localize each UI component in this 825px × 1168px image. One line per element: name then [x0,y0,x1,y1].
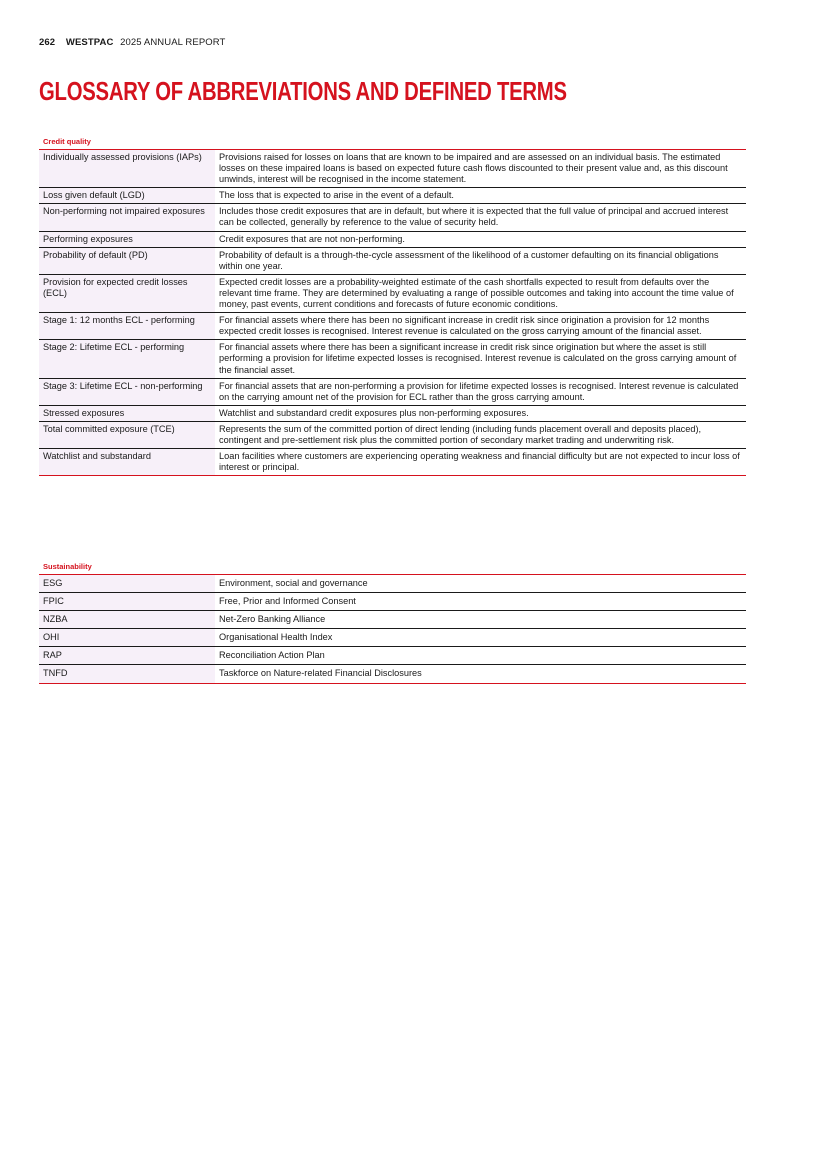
table-row [39,378,746,405]
definition-cell: Expected credit losses are a probability-weighted estimate of the cash shortfalls expected to result from defaults over the relevant time frame. They are determined by evaluating a range of possible outcomes and taking into account the time value of money, past events, current conditions and forecasts of future economic conditions. [215,274,746,312]
term-cell: Watchlist and substandard [39,449,215,476]
definition-cell: Taskforce on Nature-related Financial Disclosures [215,665,746,683]
definition-cell: Reconciliation Action Plan [215,647,746,665]
definition-cell: Free, Prior and Informed Consent [215,593,746,611]
page-number: 262 [39,37,56,48]
table-row [39,665,746,683]
term-cell: OHI [39,629,215,647]
definition-cell: Credit exposures that are not non-performing. [215,231,746,247]
definition-cell: Environment, social and governance [215,575,746,593]
definition-cell: Includes those credit exposures that are in default, but where it is expected that the full value of principal and accrued interest can be collected, generally by reference to the value of security held. [215,204,746,231]
definition-cell: For financial assets where there has been no significant increase in credit risk since origination a provision for 12 months expected credit losses is recognised. Interest revenue is calculated on the gross carrying amount of the financial asset. [215,313,746,340]
term-cell: Probability of default (PD) [39,247,215,274]
term-cell: Stressed exposures [39,405,215,421]
table-row [39,593,746,611]
definition-cell: Organisational Health Index [215,629,746,647]
table-row [39,449,746,476]
page-title: GLOSSARY OF ABBREVIATIONS AND DEFINED TERMS [39,76,567,106]
definition-cell: Watchlist and substandard credit exposures plus non-performing exposures. [215,405,746,421]
table-row [39,188,746,204]
page-header [39,37,225,48]
definition-cell: Represents the sum of the committed portion of direct lending (including funds placement overall and deposits placed), contingent and pre-settlement risk plus the committed portion of secondary market trading and underwriting risk. [215,421,746,448]
term-cell: FPIC [39,593,215,611]
term-cell: RAP [39,647,215,665]
table-row [39,231,746,247]
table-row [39,647,746,665]
definition-cell: Net-Zero Banking Alliance [215,611,746,629]
term-cell: Stage 3: Lifetime ECL - non-performing [39,378,215,405]
brand-name: WESTPAC [65,37,114,48]
term-cell: Stage 2: Lifetime ECL - performing [39,340,215,378]
term-cell: TNFD [39,665,215,683]
section-heading: Credit quality [39,137,746,150]
table-row [39,611,746,629]
definition-cell: The loss that is expected to arise in the event of a default. [215,188,746,204]
term-cell: NZBA [39,611,215,629]
table-row [39,421,746,448]
table-row [39,629,746,647]
table-row [39,204,746,231]
definition-cell: For financial assets where there has been a significant increase in credit risk since origination but where the asset is still performing a provision for lifetime expected losses is recognised. Interest revenue is calculated on the gross carrying amount of the financial asset. [215,340,746,378]
definition-cell: Loan facilities where customers are experiencing operating weakness and financial difficulty but are not expected to incur loss of interest or principal. [215,449,746,476]
term-cell: Total committed exposure (TCE) [39,421,215,448]
definition-cell: For financial assets that are non-performing a provision for lifetime expected losses is recognised. Interest revenue is calculated on the carrying amount net of the provision for ECL rather than the gross carrying amount. [215,378,746,405]
term-cell: Loss given default (LGD) [39,188,215,204]
term-cell: Provision for expected credit losses (ECL) [39,274,215,312]
table-row [39,274,746,312]
section-credit-quality [39,137,746,476]
definition-cell: Probability of default is a through-the-cycle assessment of the likelihood of a customer defaulting on its financial obligations within one year. [215,247,746,274]
table-row [39,405,746,421]
table-row [39,575,746,593]
glossary-table [39,150,746,476]
report-name: 2025 ANNUAL REPORT [120,37,226,48]
section-heading: Sustainability [39,562,746,575]
table-row [39,150,746,188]
table-row [39,313,746,340]
table-row [39,340,746,378]
term-cell: Performing exposures [39,231,215,247]
term-cell: ESG [39,575,215,593]
term-cell: Stage 1: 12 months ECL - performing [39,313,215,340]
term-cell: Non-performing not impaired exposures [39,204,215,231]
term-cell: Individually assessed provisions (IAPs) [39,150,215,188]
glossary-table [39,575,746,684]
table-row [39,247,746,274]
definition-cell: Provisions raised for losses on loans that are known to be impaired and are assessed on an individual basis. The estimated losses on these impaired loans is based on expected future cash flows discounted to their present value and, as this discount unwinds, interest will be recognised in the income statement. [215,150,746,188]
section-sustainability [39,562,746,684]
